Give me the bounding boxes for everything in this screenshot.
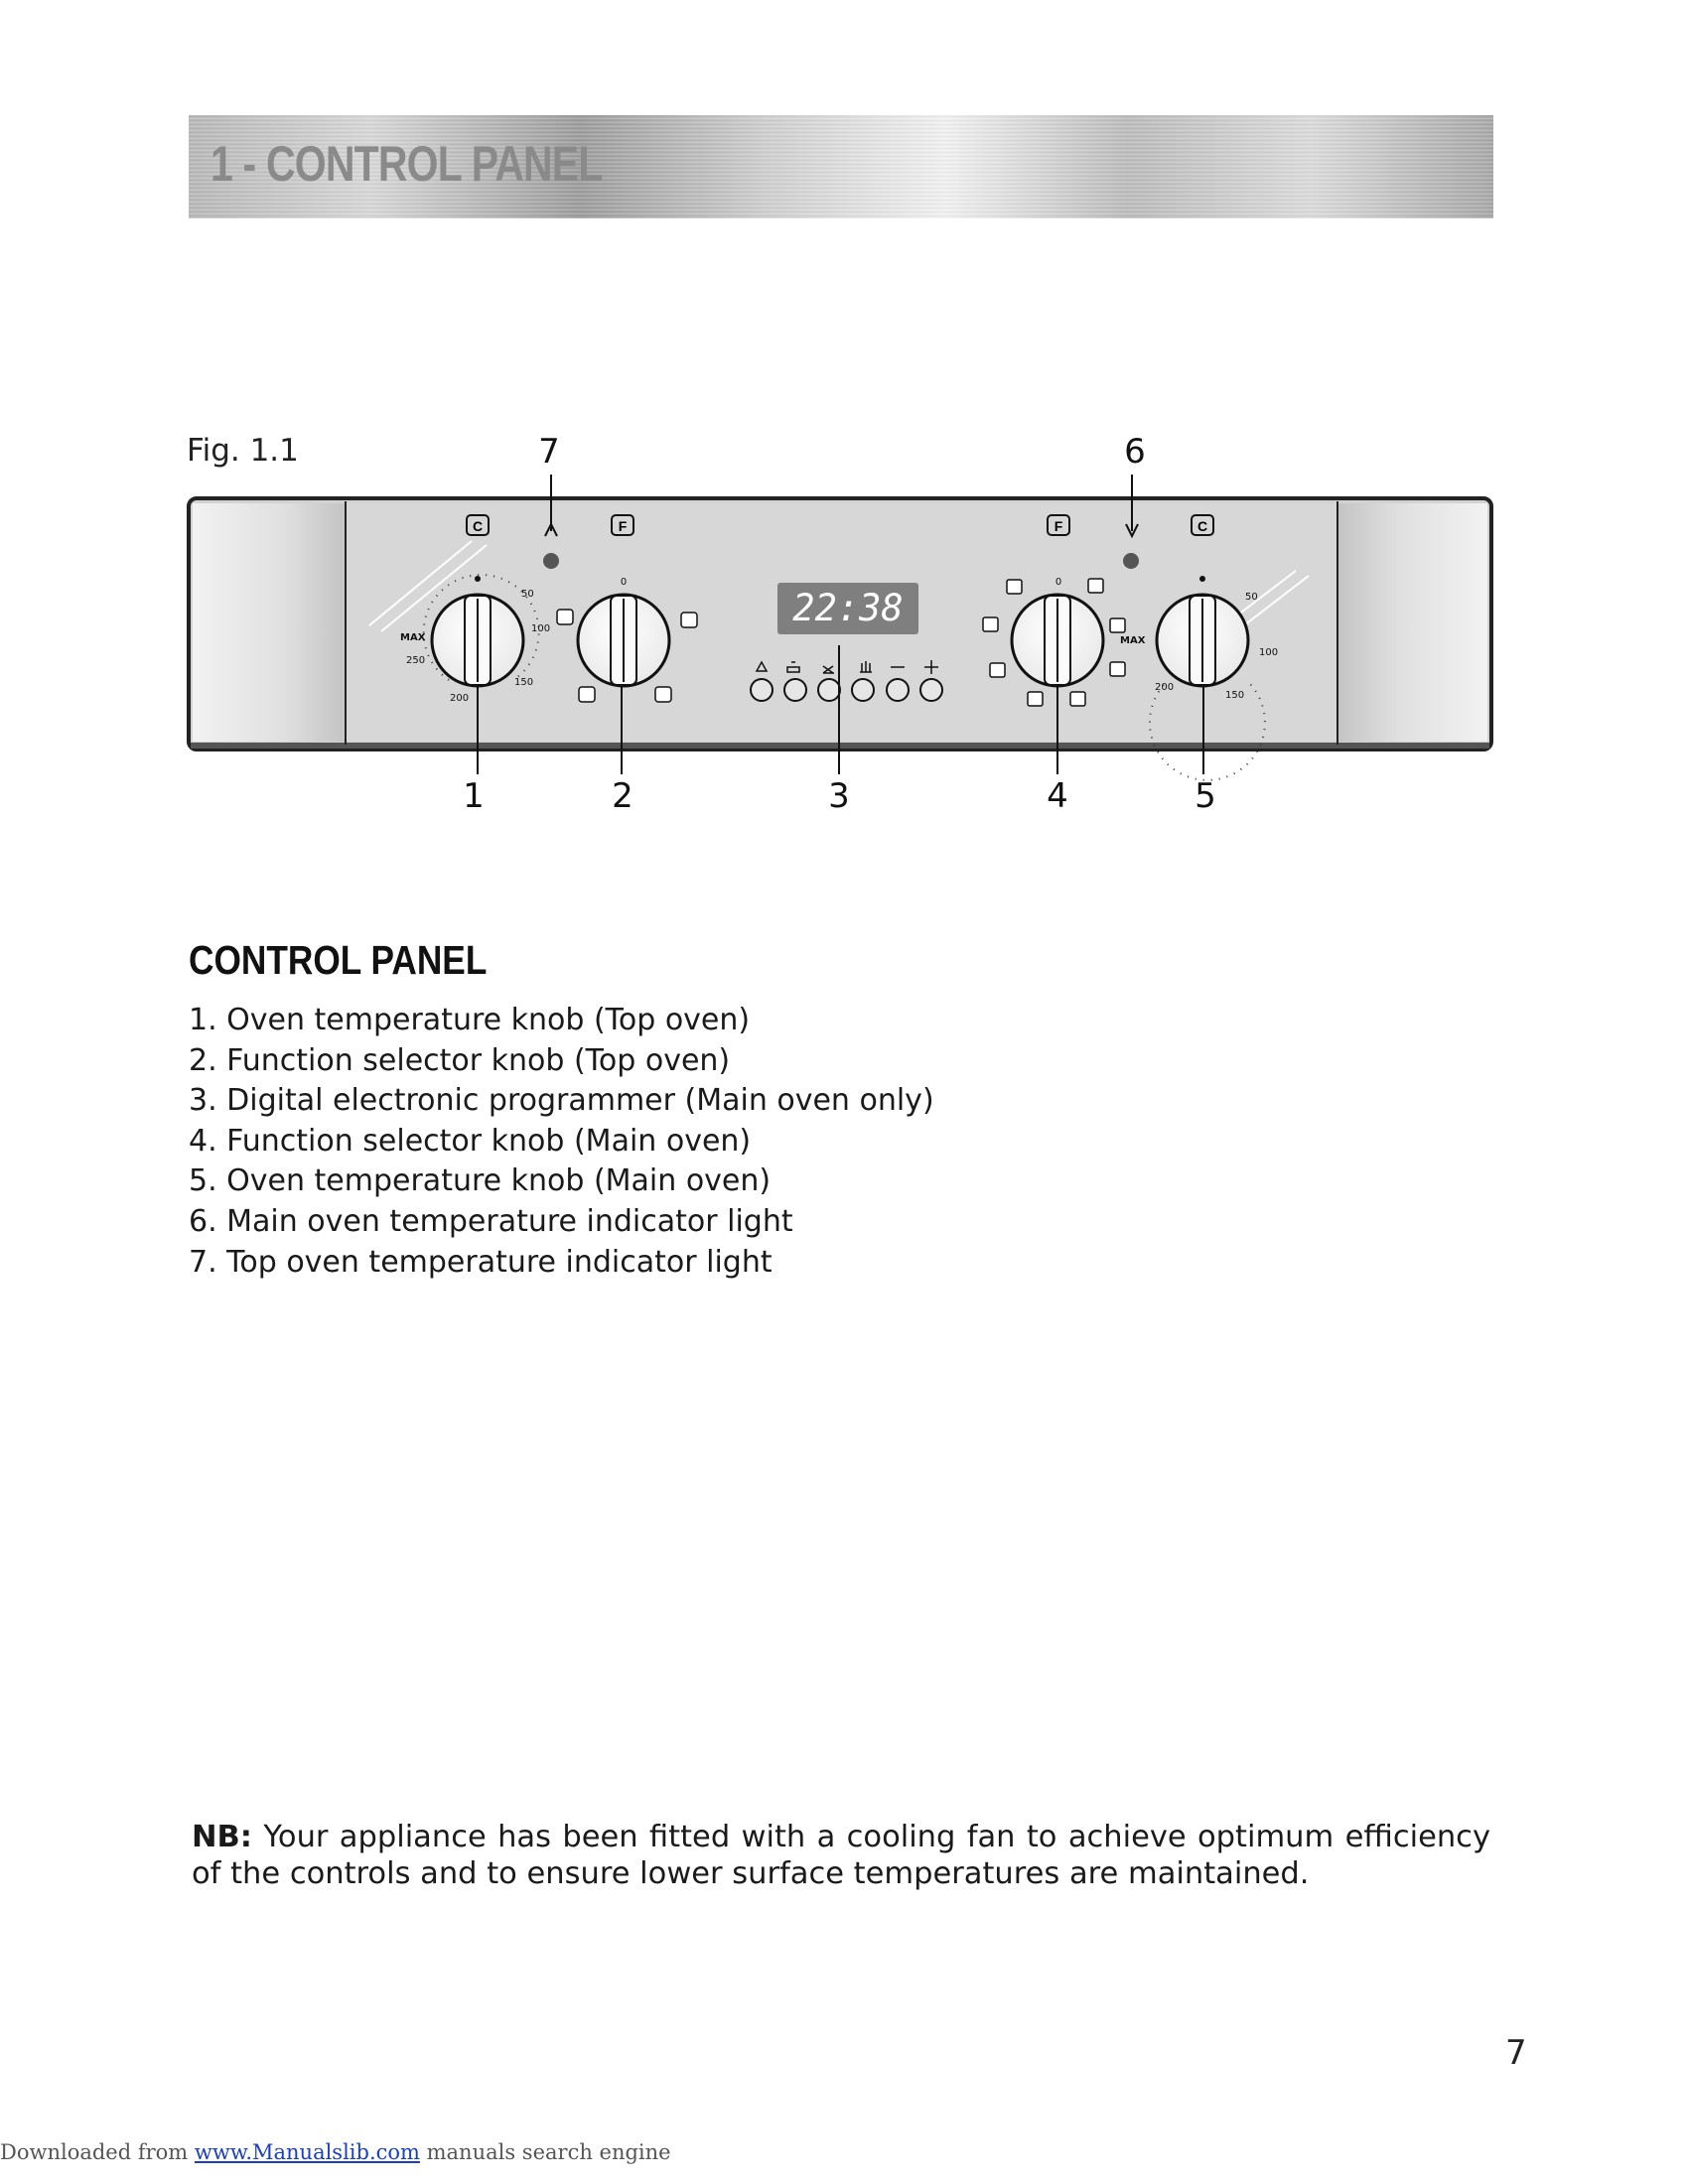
defrost-icon xyxy=(1007,580,1022,594)
knob-scale-label: 150 xyxy=(514,677,534,688)
full-grill-icon xyxy=(1070,692,1085,706)
figure-label: Fig. 1.1 xyxy=(187,433,299,469)
fan-icon xyxy=(1088,579,1103,593)
knob-scale-label: MAX xyxy=(400,632,426,643)
grill-symbol-icon xyxy=(681,613,697,627)
programmer-button xyxy=(818,679,840,701)
page-number: 7 xyxy=(1505,2033,1527,2073)
list-item: 7. Top oven temperature indicator light xyxy=(189,1244,773,1280)
list-item: 3. Digital electronic programmer (Main oven only) xyxy=(189,1083,934,1119)
fan-assisted-icon xyxy=(1028,692,1043,706)
control-panel-figure xyxy=(0,0,1688,893)
callout-number: 4 xyxy=(1047,776,1068,816)
footer-suffix: manuals search engine xyxy=(419,2140,671,2164)
knob-scale-label: MAX xyxy=(1120,635,1146,646)
unit-badge-label: F xyxy=(618,518,628,534)
list-item: 2. Function selector knob (Top oven) xyxy=(189,1042,731,1078)
main-oven-indicator-light xyxy=(1123,553,1139,569)
note-paragraph xyxy=(192,1819,1490,1892)
knob-scale-label: 0 xyxy=(620,577,628,588)
knob-scale-label: 200 xyxy=(1155,682,1175,693)
callout-number: 3 xyxy=(828,776,850,816)
section-heading: CONTROL PANEL xyxy=(189,937,488,983)
bottom-heat-icon xyxy=(1110,662,1125,676)
grill-icon xyxy=(990,663,1005,677)
knob-scale-label: 50 xyxy=(521,589,534,600)
callout-number: 5 xyxy=(1195,776,1216,816)
note-label: NB: xyxy=(192,1820,252,1854)
programmer-button xyxy=(784,679,806,701)
list-item: 4. Function selector knob (Main oven) xyxy=(189,1123,752,1159)
right-side-panel xyxy=(1338,503,1487,742)
top-oven-indicator-light xyxy=(543,553,559,569)
display-time: 22:38 xyxy=(792,587,904,629)
programmer-button xyxy=(751,679,773,701)
programmer-button xyxy=(887,679,909,701)
knob-scale-label: 100 xyxy=(531,623,551,634)
programmer-button xyxy=(852,679,874,701)
unit-badge-label: C xyxy=(1196,518,1208,534)
callout-number: 7 xyxy=(538,432,560,472)
conventional-icon xyxy=(1110,618,1125,632)
component-list xyxy=(189,1001,934,1283)
list-item: 6. Main oven temperature indicator light xyxy=(189,1203,793,1239)
programmer-button xyxy=(920,679,942,701)
footer-link[interactable]: www.Manualslib.com xyxy=(194,2140,420,2164)
footer xyxy=(0,2140,671,2164)
top-heat-icon xyxy=(655,687,671,702)
footer-prefix: Downloaded from xyxy=(0,2140,195,2164)
knob-scale-label: 250 xyxy=(406,655,426,666)
note-text: Your appliance has been fitted with a cooling fan to achieve optimum efficiency of the controls and to ensure lower surface temperatures are maintained. xyxy=(192,1820,1490,1891)
bottom-heat-icon xyxy=(579,687,595,702)
callout-number: 6 xyxy=(1124,432,1146,472)
unit-badge-label: C xyxy=(472,518,484,534)
callout-number: 1 xyxy=(463,776,485,816)
knob-scale-label: 200 xyxy=(450,693,470,704)
unit-badge-label: F xyxy=(1054,518,1063,534)
knob-scale-label: 150 xyxy=(1225,690,1245,701)
oven-symbol-icon xyxy=(557,610,573,624)
knob-scale-label: 50 xyxy=(1245,592,1258,603)
fan-grill-icon xyxy=(983,617,998,631)
left-side-panel xyxy=(193,503,345,742)
knob-scale-label: 100 xyxy=(1259,647,1279,658)
list-item: 1. Oven temperature knob (Top oven) xyxy=(189,1003,751,1037)
callout-number: 2 xyxy=(612,776,633,816)
page-title: 1 - CONTROL PANEL xyxy=(211,136,603,192)
knob-scale-label: 0 xyxy=(1055,577,1062,588)
list-item: 5. Oven temperature knob (Main oven) xyxy=(189,1163,772,1199)
